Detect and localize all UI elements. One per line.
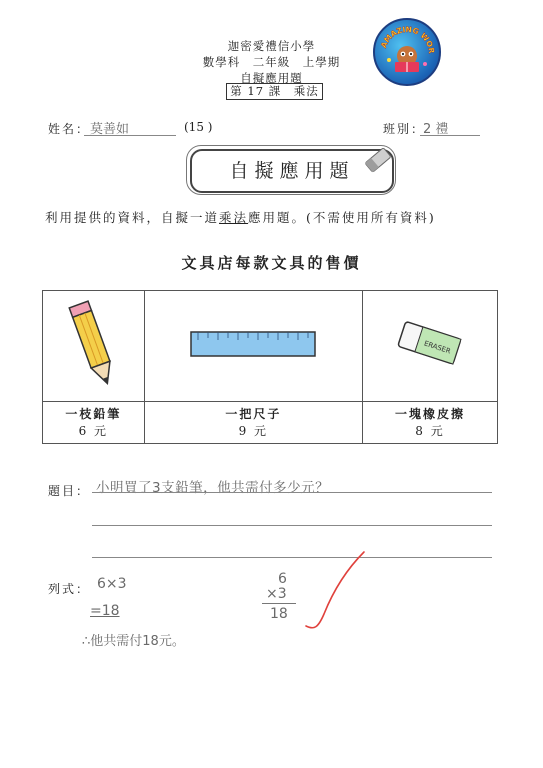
instruction-before: 利用提供的資料，自擬一道 (45, 210, 220, 225)
working-result: =18 (90, 603, 120, 619)
name-label: 姓名： (48, 122, 91, 136)
class-underline (420, 135, 480, 136)
instruction-after: 應用題。(不需使用所有資料) (248, 210, 436, 225)
name-underline (84, 135, 176, 136)
item-name: 一塊橡皮擦 (394, 406, 465, 421)
amazing-work-sticker (373, 18, 441, 86)
item-price: 8 元 (415, 423, 445, 438)
class-value: 2 禮 (423, 122, 449, 137)
worksheet-title: 自擬應用題 (190, 149, 394, 193)
pencil-icon (63, 294, 123, 394)
ruler-icon (188, 324, 318, 364)
class-label: 班別： (383, 122, 426, 136)
item-pencil (43, 402, 145, 444)
answer-line-1 (92, 492, 492, 493)
vertical-top: 6 (278, 571, 287, 587)
instruction (45, 208, 436, 226)
item-ruler (144, 402, 362, 444)
pencil-cell (43, 291, 145, 402)
working-expression: 6×3 (97, 576, 127, 592)
lesson-box: 第 17 課 乘法 (226, 83, 323, 100)
item-name: 一把尺子 (225, 406, 282, 421)
item-eraser (362, 402, 497, 444)
working-statement: ∴他共需付18元。 (82, 634, 185, 649)
item-price: 6 元 (78, 423, 109, 438)
sticker-text: AMAZING WOR (379, 24, 437, 55)
ruler-cell (144, 291, 362, 402)
question-label: 題目： (48, 484, 91, 498)
answer-line-3 (92, 557, 492, 558)
price-table (42, 290, 498, 444)
topic-line: 自擬應用題 (240, 71, 303, 85)
item-price: 9 元 (238, 423, 269, 438)
item-name: 一枝鉛筆 (65, 406, 122, 421)
instruction-keyword: 乘法 (219, 210, 249, 225)
question-answer: 小明買了3支鉛筆，他共需付多少元？ (96, 480, 330, 496)
teacher-tick-mark (300, 548, 370, 634)
answer-line-2 (92, 525, 492, 526)
school-name: 迦密愛禮信小學 (227, 39, 316, 53)
vertical-multiplier: ×3 (266, 586, 287, 602)
name-value: 莫善如 (90, 122, 130, 137)
working-label: 列式： (48, 582, 91, 596)
eraser-cell (362, 291, 497, 402)
eraser-icon (390, 314, 470, 374)
student-number: (15 ) (184, 120, 213, 134)
vertical-rule (262, 603, 296, 604)
subject-line: 數學科 二年級 上學期 (202, 55, 341, 69)
reading-fox-sticker-icon (375, 20, 439, 84)
pencil-eraser-icon (360, 142, 396, 182)
table-title: 文具店每款文具的售價 (181, 254, 362, 272)
eraser-label: ERASER (422, 339, 452, 356)
vertical-result: 18 (270, 606, 288, 622)
